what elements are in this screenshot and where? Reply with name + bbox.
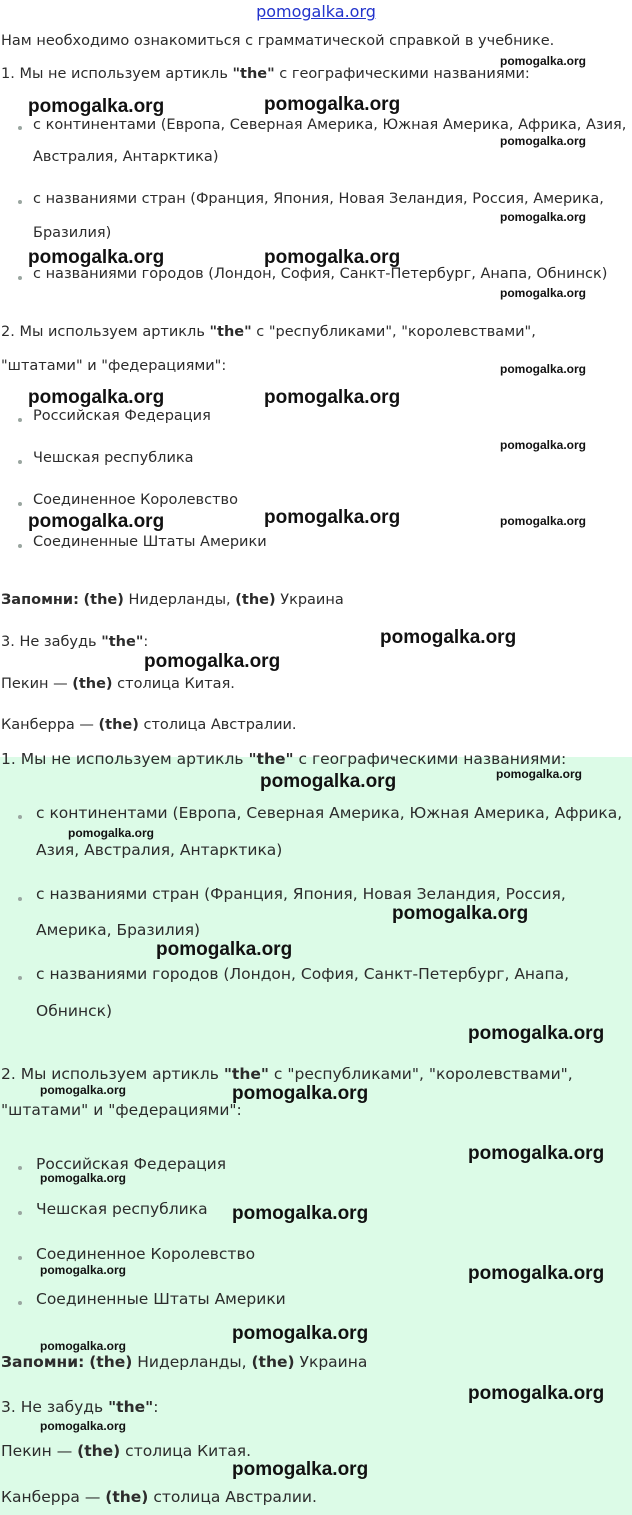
example-line: Пекин — (the) столица Китая. [1, 1442, 252, 1460]
list-item: Соединенные Штаты Америки [33, 534, 267, 550]
list-item: Российская Федерация [33, 408, 211, 424]
bullet-icon [18, 276, 22, 280]
rule1-heading: 1. Мы не используем артикль "the" с географическими названиями: [1, 66, 530, 82]
watermark: pomogalka.org [264, 507, 401, 528]
watermark: pomogalka.org [496, 767, 583, 781]
watermark: pomogalka.org [500, 362, 587, 376]
list-item: Российская Федерация [36, 1155, 227, 1173]
list-item-cont: Австралия, Антарктика) [33, 149, 219, 165]
watermark: pomogalka.org [468, 1263, 605, 1284]
watermark: pomogalka.org [232, 1323, 369, 1344]
example-line: Канберра — (the) столица Австралии. [1, 1488, 317, 1506]
example-line: Пекин — (the) столица Китая. [1, 676, 235, 692]
watermark: pomogalka.org [260, 771, 397, 792]
list-item: с названиями стран (Франция, Япония, Новая Зеландия, Россия, [36, 885, 566, 903]
watermark: pomogalka.org [68, 826, 155, 840]
intro-text: Нам необходимо ознакомиться с грамматической справкой в учебнике. [1, 33, 555, 49]
watermark: pomogalka.org [28, 96, 165, 117]
watermark: pomogalka.org [264, 247, 401, 268]
list-item-cont: Бразилия) [33, 225, 112, 241]
watermark: pomogalka.org [392, 903, 529, 924]
rule2-heading: 2. Мы используем артикль "the" с "республиками", "королевствами", [1, 1065, 573, 1083]
watermark: pomogalka.org [144, 651, 281, 672]
watermark: pomogalka.org [500, 134, 587, 148]
watermark: pomogalka.org [264, 94, 401, 115]
list-item: Соединенное Королевство [33, 492, 238, 508]
list-item-cont: Америка, Бразилия) [36, 921, 201, 939]
watermark: pomogalka.org [40, 1263, 127, 1277]
watermark: pomogalka.org [28, 247, 165, 268]
rule3-heading: 3. Не забудь "the": [1, 1398, 159, 1416]
watermark: pomogalka.org [232, 1083, 369, 1104]
watermark: pomogalka.org [40, 1339, 127, 1353]
bullet-icon [18, 460, 22, 464]
list-item: Соединенное Королевство [36, 1245, 256, 1263]
example-line: Канберра — (the) столица Австралии. [1, 717, 297, 733]
bullet-icon [18, 1166, 22, 1170]
watermark: pomogalka.org [380, 627, 517, 648]
bullet-icon [18, 815, 22, 819]
rule1-heading: 1. Мы не используем артикль "the" с географическими названиями: [1, 750, 567, 768]
watermark: pomogalka.org [232, 1203, 369, 1224]
list-item: Соединенные Штаты Америки [36, 1290, 286, 1308]
watermark: pomogalka.org [468, 1023, 605, 1044]
rule2-heading-cont: "штатами" и "федерациями": [1, 1101, 242, 1119]
watermark: pomogalka.org [156, 939, 293, 960]
watermark: pomogalka.org [40, 1083, 127, 1097]
list-item: с названиями стран (Франция, Япония, Новая Зеландия, Россия, Америка, [33, 191, 604, 207]
remember-note: Запомни: (the) Нидерланды, (the) Украина [1, 1353, 368, 1371]
list-item-cont: Обнинск) [36, 1002, 113, 1020]
bullet-icon [18, 126, 22, 130]
bullet-icon [18, 1256, 22, 1260]
rule3-heading: 3. Не забудь "the": [1, 634, 149, 650]
list-item: с названиями городов (Лондон, София, Санкт-Петербург, Анапа, Обнинск) [33, 266, 608, 282]
watermark: pomogalka.org [28, 511, 165, 532]
watermark: pomogalka.org [500, 286, 587, 300]
watermark: pomogalka.org [40, 1171, 127, 1185]
rule2-heading: 2. Мы используем артикль "the" с "республиками", "королевствами", [1, 324, 536, 340]
bullet-icon [18, 502, 22, 506]
list-item: с континентами (Европа, Северная Америка, Южная Америка, Африка, [36, 804, 623, 822]
watermark: pomogalka.org [500, 514, 587, 528]
watermark: pomogalka.org [232, 1459, 369, 1480]
site-title-link[interactable]: pomogalka.org [256, 2, 376, 21]
watermark: pomogalka.org [468, 1143, 605, 1164]
bullet-icon [18, 897, 22, 901]
bullet-icon [18, 544, 22, 548]
bullet-icon [18, 418, 22, 422]
bullet-icon [18, 1211, 22, 1215]
list-item: с названиями городов (Лондон, София, Санкт-Петербург, Анапа, [36, 965, 570, 983]
list-item: Чешская республика [36, 1200, 208, 1218]
bullet-icon [18, 1301, 22, 1305]
list-item-cont: Азия, Австралия, Антарктика) [36, 841, 283, 859]
watermark: pomogalka.org [40, 1419, 127, 1433]
remember-note: Запомни: (the) Нидерланды, (the) Украина [1, 592, 344, 608]
watermark: pomogalka.org [28, 387, 165, 408]
bullet-icon [18, 976, 22, 980]
list-item: Чешская республика [33, 450, 194, 466]
watermark: pomogalka.org [500, 54, 587, 68]
watermark: pomogalka.org [264, 387, 401, 408]
watermark: pomogalka.org [468, 1383, 605, 1404]
rule2-heading-cont: "штатами" и "федерациями": [1, 358, 227, 374]
bullet-icon [18, 200, 22, 204]
list-item: с континентами (Европа, Северная Америка, Южная Америка, Африка, Азия, [33, 117, 627, 133]
watermark: pomogalka.org [500, 210, 587, 224]
watermark: pomogalka.org [500, 438, 587, 452]
